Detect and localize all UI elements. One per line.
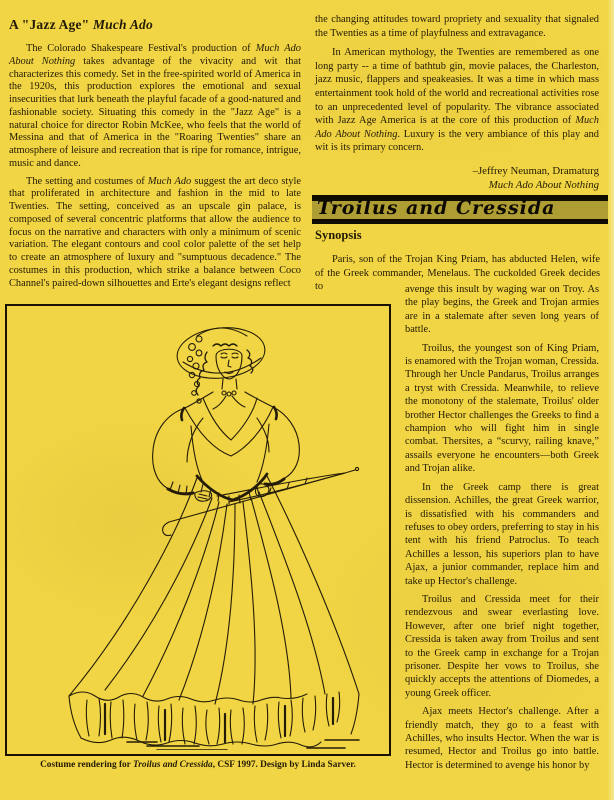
synopsis-paragraph: Troilus, the youngest son of King Priam, is enamored with the Trojan woman, Cressida. Through her Uncle Pandarus, Troilus arranges a tryst with Cressida. Meanwhile, to relieve the monotony of the stalemate, Troilus' older brother Hector challenges the Greeks to find a champion who will fight him in single combat. Thersites, a “scurvy, railing knave,” assails everyone he encounters—both Greek and Trojan alike. bbox=[405, 342, 599, 475]
signature-play-title: Much Ado About Nothing bbox=[488, 179, 599, 192]
synopsis-paragraph: avenge this insult by waging war on Troy. As the play begins, the Greek and Trojan armies are in a stalemate after seven long years of battle. bbox=[405, 284, 599, 336]
illustration-caption: Costume rendering for Troilus and Cressida, CSF 1997. Design by Linda Sarver. bbox=[40, 760, 356, 770]
costume-illustration bbox=[7, 306, 389, 750]
synopsis-paragraph: Troilus and Cressida meet for their rendezvous and swear everlasting love. However, after one brief night together, Cressida is taken away from Troilus and sent to the Greek camp in exchange for a Trojan prisoner. Despite her vows to Troilus, she quickly accepts the attentions of Diomedes, a young Greek officer. bbox=[405, 593, 599, 699]
synopsis-narrow-column bbox=[405, 283, 599, 777]
synopsis-heading: Synopsis bbox=[315, 228, 362, 242]
paragraph-jazz-2: The setting and costumes of Much Ado suggest the art deco style that proliferated in architecture and fashion in the mid to late Twenties. The setting, conceived as an upscale gin palace, is composed of several concentric platforms that allow the audience to focus on the narrative and characters with only a minimum of scenic variation. The elegant contours and cool color palette of the set help to create an atmosphere of luxury and "sumptuous decadence." The costumes in this production, which strike a balance between Coco Channel's paired-down silhouettes and Erte's elegant designs reflect bbox=[9, 175, 302, 289]
signature-name: –Jeffrey Neuman, Dramaturg bbox=[472, 164, 599, 177]
synopsis-paragraph: In the Greek camp there is great dissension. Achilles, the great Greek warrior, is dissatisfied with his commanders and refuses to obey orders, preferring to stay in his tent with his friend Patroclus. To teach Achilles a lesson, his superiors plan to have Ajax, a junior commander, replace him and take up Hector's challenge. bbox=[405, 481, 599, 587]
costume-illustration-frame bbox=[5, 304, 391, 756]
right-column bbox=[315, 13, 599, 193]
section-banner-troilus-and-cressida bbox=[312, 195, 608, 224]
left-column bbox=[9, 17, 301, 295]
scan-edge bbox=[607, 0, 614, 800]
paragraph-jazz-1: The Colorado Shakespeare Festival's production of Much Ado About Nothing takes advantage of the vivacity and wit that characterizes this comedy. Set in the free-spirited world of America in the 1920s, this production explores the emotional and sexual insecurities that lurk beneath the playful facade of a good-natured and fashionable society. Situating this comedy in the "Jazz Age" is a natural choice for director Robin McKee, who feels that the world of Messina and that of America in the "Roaring Twenties" share an atmosphere of leisure and recreation that is ripe for romance, intrigue, music and dance. bbox=[9, 43, 301, 169]
synopsis-paragraph: Ajax meets Hector's challenge. After a friendly match, they go to a feast with Achilles, who insults Hector. When the war is resumed, Hector and Troilus go into battle. Hector is determined to avenge his honor by bbox=[405, 706, 599, 771]
paragraph-jazz-continuation: the changing attitudes toward propriety and sexuality that signaled the Twenties as a time of playfulness and extravagance. bbox=[315, 14, 599, 39]
article-title-jazz-age: A "Jazz Age" Much Ado bbox=[9, 17, 153, 32]
synopsis-paragraph-lead: Paris, son of the Trojan King Priam, has abducted Helen, wife of the Greek commander, Menelaus. The cuckolded Greek decides to bbox=[315, 254, 600, 293]
banner-title: Troilus and Cressida bbox=[317, 197, 556, 219]
signature-block bbox=[315, 164, 599, 193]
paragraph-mythology: In American mythology, the Twenties are remembered as one long party -- a time of bathtub gin, movie palaces, the Charleston, jazz music, flappers and speakeasies. It was a time in which mass entertainment took hold of the world and recreational activities rose to an unprecedented level of popularity. The vibrance associated with Jazz Age America is at the core of this production of Much Ado About Nothing. Luxury is the very ambiance of this play and wit is its primary concern. bbox=[315, 47, 599, 154]
